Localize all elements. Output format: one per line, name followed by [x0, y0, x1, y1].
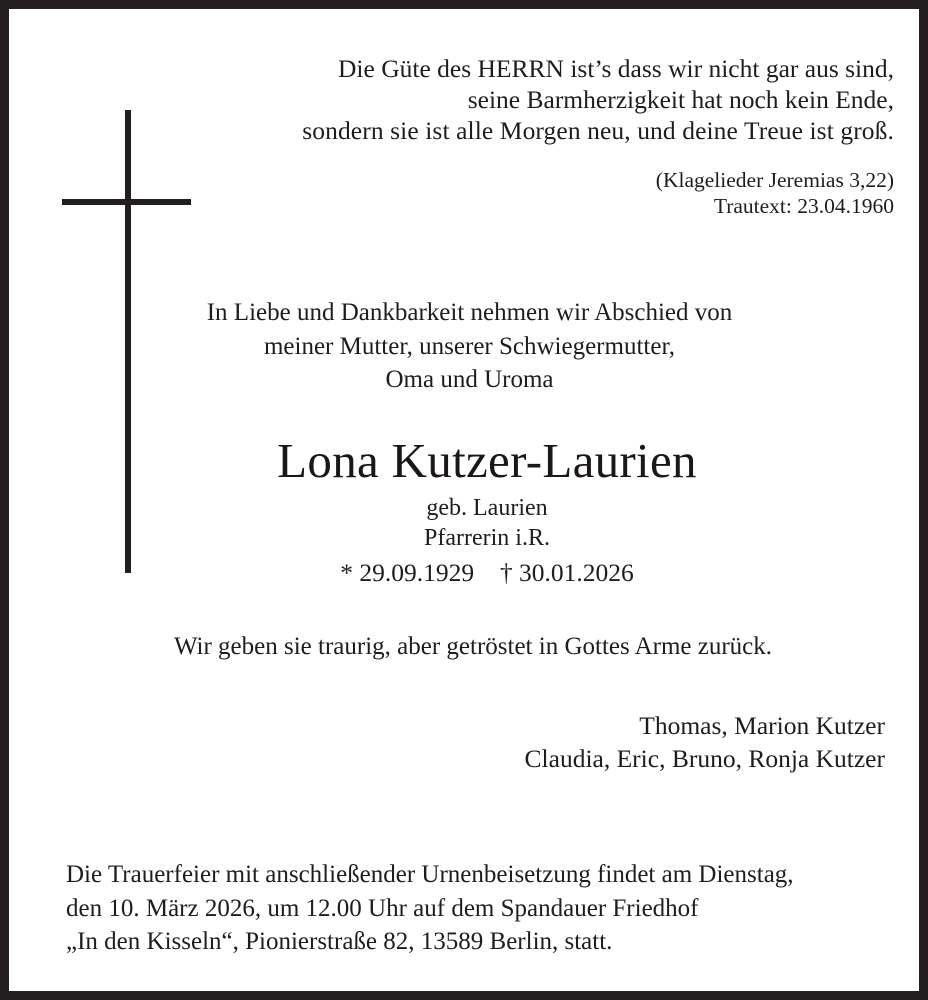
bible-verse: [239, 53, 894, 146]
cross-vertical-stem: [125, 110, 131, 573]
verse-trautext: Trautext: 23.04.1960: [713, 194, 894, 218]
verse-line-2: seine Barmherzigkeit hat noch kein Ende,: [467, 85, 894, 114]
cross-horizontal-bar: [62, 199, 191, 205]
intro-line-3: Oma und Uroma: [385, 366, 554, 393]
deceased-profession: Pfarrerin i.R.: [424, 525, 550, 551]
service-line-1: Die Trauerfeier mit anschließender Urnenbeisetzung findet am Dienstag,: [66, 861, 794, 888]
deceased-name: Lona Kutzer-Laurien: [277, 433, 697, 488]
verse-line-1: Die Güte des HERRN ist’s dass wir nicht gar aus sind,: [338, 54, 894, 83]
intro-line-2: meiner Mutter, unserer Schwiegermutter,: [263, 332, 676, 360]
death-date: 30.01.2026: [519, 558, 634, 587]
deceased-life-dates: [157, 557, 817, 588]
funeral-service-details: [66, 858, 896, 959]
death-symbol: †: [499, 558, 513, 587]
deceased-details: [157, 493, 817, 553]
verse-line-3: sondern sie ist alle Morgen neu, und deine Treue ist groß.: [302, 116, 894, 145]
obituary-notice-page: [9, 9, 919, 991]
service-line-3: „In den Kisseln“, Pionierstraße 82, 13589 Berlin, statt.: [66, 928, 613, 955]
verse-attribution: [439, 167, 894, 219]
farewell-sentence: Wir geben sie traurig, aber getröstet in Gottes Arme zurück.: [173, 633, 773, 660]
deceased-maiden-name: geb. Laurien: [426, 495, 548, 521]
mourners-line-2: Claudia, Eric, Bruno, Ronja Kutzer: [524, 744, 885, 773]
birth-date: 29.09.1929: [359, 558, 475, 587]
farewell-introduction: [157, 296, 782, 397]
service-line-2: den 10. März 2026, um 12.00 Uhr auf dem Spandauer Friedhof: [66, 894, 699, 922]
mourners-line-1: Thomas, Marion Kutzer: [639, 711, 885, 740]
verse-source: (Klagelieder Jeremias 3,22): [655, 168, 894, 192]
birth-symbol: *: [340, 558, 353, 587]
mourners-list: [309, 709, 885, 775]
intro-line-1: In Liebe und Dankbarkeit nehmen wir Abschied von: [206, 299, 733, 326]
